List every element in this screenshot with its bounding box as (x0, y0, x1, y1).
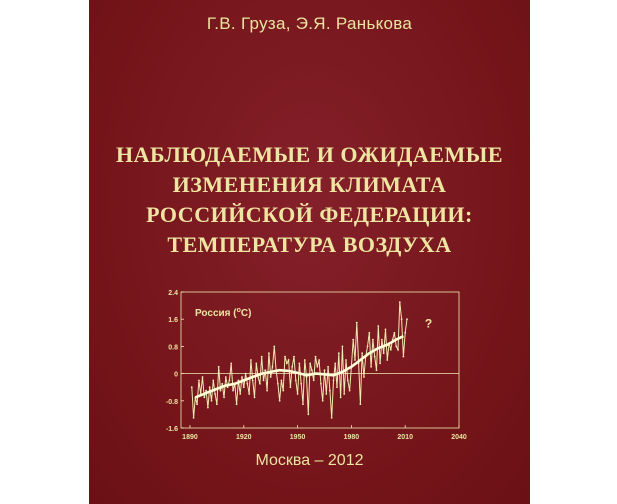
annual-point (342, 346, 344, 348)
annual-point (290, 386, 292, 388)
annual-point (397, 349, 399, 351)
annual-point (202, 376, 204, 378)
annual-point (316, 366, 318, 368)
y-tick-label: 0.8 (168, 344, 178, 352)
annual-point (300, 383, 302, 385)
y-tick-label: 0 (174, 371, 178, 379)
annual-point (250, 359, 252, 361)
annual-point (311, 369, 313, 371)
annual-point (374, 356, 376, 358)
annual-point (361, 352, 363, 354)
annual-point (327, 366, 329, 368)
annual-point (291, 366, 293, 368)
annual-point (218, 366, 220, 368)
annual-point (313, 380, 315, 382)
annual-point (214, 393, 216, 395)
annual-point (331, 417, 333, 419)
annual-point (367, 346, 369, 348)
annual-point (220, 390, 222, 392)
y-tick-label: 1.6 (168, 317, 178, 325)
annual-point (324, 369, 326, 371)
annual-point (295, 380, 297, 382)
authors: Г.В. Груза, Э.Я. Ранькова (206, 14, 413, 33)
annual-point (212, 380, 214, 382)
annual-point (216, 403, 218, 405)
annual-point (284, 356, 286, 358)
annual-point (236, 403, 238, 405)
x-tick-label: 2010 (397, 434, 413, 441)
annual-point (381, 339, 383, 341)
annual-point (386, 359, 388, 361)
annual-point (229, 380, 231, 382)
annual-point (252, 380, 254, 382)
annual-point (338, 352, 340, 354)
chart-svg (151, 282, 491, 452)
annual-point (329, 390, 331, 392)
annual-point (264, 369, 266, 371)
annual-point (322, 400, 324, 402)
annual-point (261, 356, 263, 358)
annual-point (318, 359, 320, 361)
annual-point (349, 390, 351, 392)
annual-point (320, 383, 322, 385)
annual-point (286, 363, 288, 365)
annual-point (288, 359, 290, 361)
title-line: ИЗМЕНЕНИЯ КЛИМАТА (172, 172, 447, 197)
annual-point (352, 339, 354, 341)
annual-point (403, 356, 405, 358)
annual-point (354, 359, 356, 361)
annual-point (315, 356, 317, 358)
temperature-chart (151, 282, 491, 452)
annual-point (230, 363, 232, 365)
annual-point (266, 390, 268, 392)
annual-point (279, 400, 281, 402)
annual-point (383, 352, 385, 354)
y-tick-label: 2.4 (168, 290, 178, 297)
x-tick-label: 2040 (451, 434, 467, 441)
annual-point (241, 376, 243, 378)
annual-point (245, 373, 247, 375)
publisher-footer: Москва – 2012 (255, 452, 364, 469)
annual-point (196, 403, 198, 405)
annual-point (273, 346, 275, 348)
annual-point (368, 332, 370, 334)
annual-point (325, 393, 327, 395)
annual-point (207, 407, 209, 409)
annual-point (203, 397, 205, 399)
annual-point (282, 390, 284, 392)
chart-annotation: Россия ($^о$С) (195, 307, 252, 319)
annual-point (198, 380, 200, 382)
annual-point (259, 383, 261, 385)
annual-point (401, 318, 403, 320)
annual-point (347, 380, 349, 382)
annual-point (307, 414, 309, 416)
annual-point (390, 349, 392, 351)
title-line: НАБЛЮДАЕМЫЕ И ОЖИДАЕМЫЕ (115, 142, 504, 167)
book-title (89, 140, 530, 260)
title-line: РОССИЙСКОЙ ФЕДЕРАЦИИ: (146, 202, 473, 227)
annual-point (209, 386, 211, 388)
annual-point (232, 390, 234, 392)
annual-point (304, 359, 306, 361)
x-tick-label: 1920 (235, 434, 252, 441)
annual-point (343, 393, 345, 395)
annual-point (356, 322, 358, 324)
annual-point (243, 386, 245, 388)
annual-point (293, 356, 295, 358)
annual-point (193, 417, 195, 419)
annual-point (406, 318, 408, 320)
annual-point (334, 363, 336, 365)
annual-point (404, 332, 406, 334)
book-cover (89, 0, 530, 504)
annual-point (254, 397, 256, 399)
annual-point (385, 329, 387, 331)
annual-point (268, 352, 270, 354)
annual-point (248, 393, 250, 395)
annual-point (246, 383, 248, 385)
annual-point (225, 376, 227, 378)
annual-point (395, 346, 397, 348)
annual-point (394, 332, 396, 334)
annual-point (372, 339, 374, 341)
title-line: ТЕМПЕРАТУРА ВОЗДУХА (167, 232, 452, 257)
annual-point (302, 403, 304, 405)
annual-point (359, 403, 361, 405)
annual-point (298, 363, 300, 365)
y-tick-label: -1.6 (165, 426, 178, 433)
x-tick-label: 1950 (289, 434, 306, 441)
question-mark: ? (424, 316, 433, 331)
annual-point (281, 380, 283, 382)
annual-point (340, 397, 342, 399)
annual-point (363, 376, 365, 378)
annual-point (270, 376, 272, 378)
annual-point (221, 383, 223, 385)
annual-point (239, 393, 241, 395)
y-tick-label: -0.8 (165, 398, 178, 406)
annual-point (377, 325, 379, 327)
annual-point (333, 380, 335, 382)
annual-point (370, 366, 372, 368)
annual-point (309, 363, 311, 365)
annual-point (336, 386, 338, 388)
annual-point (205, 390, 207, 392)
annual-point (399, 301, 401, 303)
x-tick-label: 1890 (182, 434, 198, 441)
annual-point (345, 359, 347, 361)
annual-point (297, 393, 299, 395)
annual-point (223, 397, 225, 399)
annual-point (263, 380, 265, 382)
annual-temperature-line (192, 302, 407, 418)
annual-point (211, 400, 213, 402)
annual-point (376, 369, 378, 371)
annual-point (277, 383, 279, 385)
annual-point (191, 386, 193, 388)
annual-point (272, 366, 274, 368)
annual-point (379, 363, 381, 365)
annual-point (255, 363, 257, 365)
x-tick-label: 1980 (343, 434, 360, 441)
